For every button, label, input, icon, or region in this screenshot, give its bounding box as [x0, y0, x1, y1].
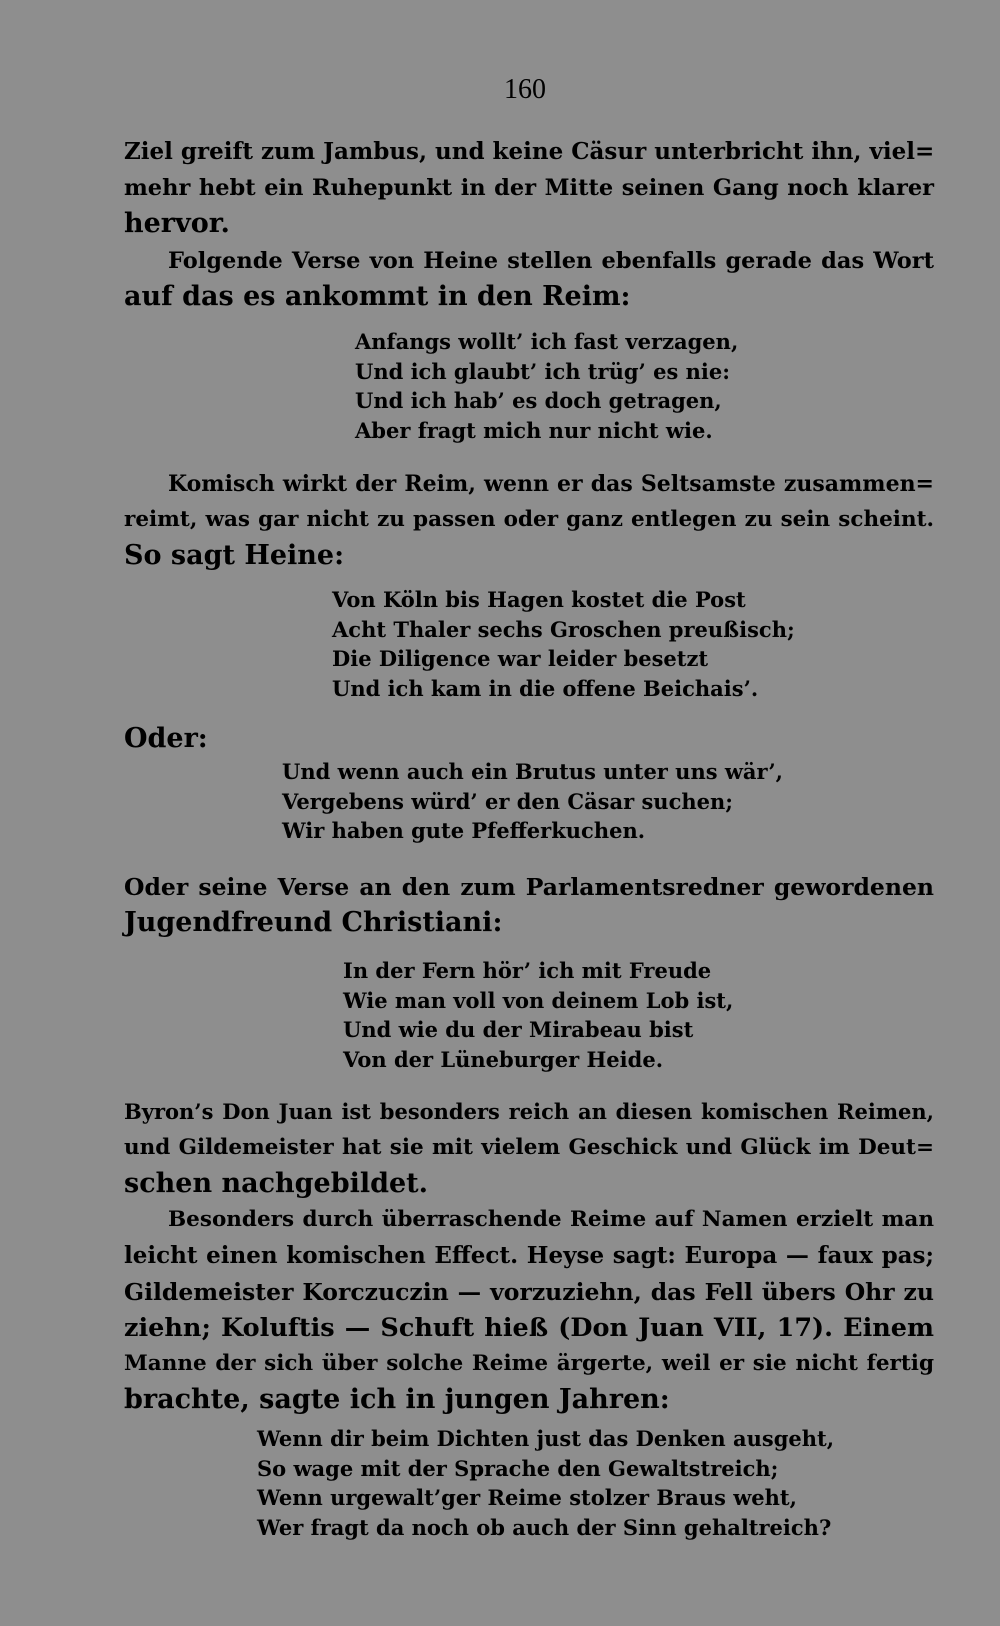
text-line: Oder seine Verse an den zum Parlamentsredner gewordenen [124, 873, 934, 901]
text-line: Gildemeister Korczuczin — vorzuziehn, das Fell übers Ohr zu [124, 1278, 934, 1306]
verse-line: Wenn urgewalt’ger Reime stolzer Braus weht, [257, 1485, 797, 1510]
paragraph-3 [124, 466, 934, 574]
page-number: 160 [504, 74, 546, 105]
verse-block-3 [282, 757, 783, 846]
verse-line: Anfangs wollt’ ich fast verzagen, [355, 329, 739, 354]
verse-line: In der Fern hör’ ich mit Freude [343, 958, 712, 983]
verse-line: Und ich kam in die offene Beichais’. [332, 675, 759, 701]
text-line: Komisch wirkt der Reim, wenn er das Seltsamste zusammen= [168, 471, 934, 497]
verse-line: Und wie du der Mirabeau bist [343, 1017, 694, 1042]
paragraph-2 [124, 243, 934, 315]
verse-line: Und wenn auch ein Brutus unter uns wär’, [282, 759, 783, 784]
text-line: Ziel greift zum Jambus, und keine Cäsur unterbricht ihn, viel= [124, 138, 935, 165]
verse-line: Von der Lüneburger Heide. [343, 1046, 664, 1072]
verse-block-1 [355, 327, 738, 445]
paragraph-1 [124, 134, 934, 242]
verse-line: Und ich glaubt’ ich trüg’ es nie: [355, 358, 730, 384]
verse-line: Aber fragt mich nur nicht wie. [355, 417, 713, 443]
paragraph-4 [124, 869, 934, 941]
text-line: auf das es ankommt in den Reim: [124, 281, 631, 312]
text-line: leicht einen komischen Effect. Heyse sagt: Europa — faux pas; [124, 1242, 934, 1269]
verse-line: Wie man voll von deinem Lob ist, [343, 987, 734, 1013]
paragraph-6 [124, 1202, 934, 1418]
text-line: hervor. [124, 208, 230, 239]
verse-line: Wer fragt da noch ob auch der Sinn gehaltreich? [257, 1514, 832, 1540]
text-line: Jugendfreund Christiani: [124, 907, 503, 938]
verse-line: Wenn dir beim Dichten just das Denken ausgeht, [257, 1426, 835, 1451]
verse-line: Von Köln bis Hagen kostet die Post [332, 587, 746, 612]
text-line: und Gildemeister hat sie mit vielem Geschick und Glück im Deut= [124, 1135, 934, 1160]
verse-line: Wir haben gute Pfefferkuchen. [282, 818, 646, 843]
oder-label: Oder: [124, 723, 208, 754]
verse-block-4 [343, 956, 733, 1074]
verse-line: Und ich hab’ es doch getragen, [355, 388, 722, 413]
text-line: Folgende Verse von Heine stellen ebenfalls gerade das Wort [168, 248, 934, 274]
paragraph-5 [124, 1094, 934, 1202]
verse-block-5 [257, 1424, 834, 1542]
verse-line: Vergebens würd’ er den Cäsar suchen; [282, 788, 734, 814]
verse-line: So wage mit der Sprache den Gewaltstreich; [257, 1455, 779, 1481]
text-line: Besonders durch überraschende Reime auf Namen erzielt man [168, 1207, 934, 1232]
text-line: brachte, sagte ich in jungen Jahren: [124, 1384, 670, 1415]
text-line: reimt, was gar nicht zu passen oder ganz entlegen zu sein scheint. [124, 507, 934, 532]
verse-line: Acht Thaler sechs Groschen preußisch; [332, 616, 795, 642]
text-line: schen nachgebildet. [124, 1168, 429, 1199]
text-line: Manne der sich über solche Reime ärgerte, weil er sie nicht fertig [124, 1351, 934, 1376]
text-line: So sagt Heine: [124, 540, 345, 571]
text-line: ziehn; Koluftis — Schuft hieß (Don Juan VII, 17). Einem [124, 1313, 934, 1343]
verse-block-2 [332, 585, 795, 703]
text-line: Byron’s Don Juan ist besonders reich an diesen komischen Reimen, [124, 1099, 934, 1124]
verse-line: Die Diligence war leider besetzt [332, 646, 709, 671]
text-line: mehr hebt ein Ruhepunkt in der Mitte seinen Gang noch klarer [124, 175, 934, 201]
